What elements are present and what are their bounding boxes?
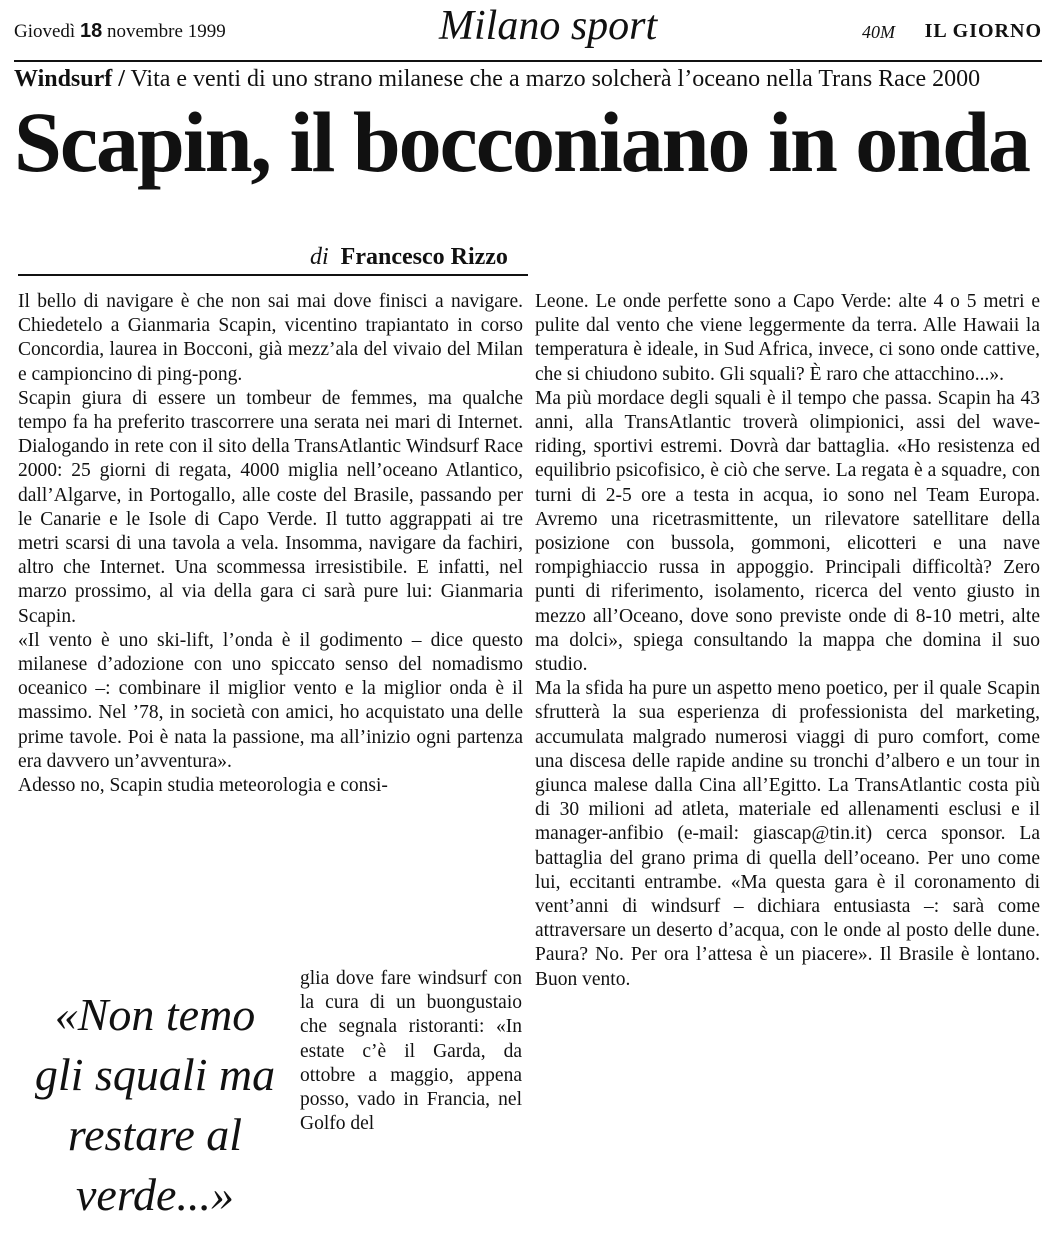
issue-day-number: 18 [79,20,103,42]
issue-month-year: novembre 1999 [106,21,226,42]
paragraph: glia dove fare windsurf con la cura di un buongustaio che segnala ristoranti: «In estate c’è il Garda, da ottobre a maggio, appena posso, vado in Francia, nel Golfo del [300,968,522,1135]
article-column-1-continuation [300,967,522,1136]
byline-prefix: di [310,244,329,270]
issue-weekday: Giovedì [14,21,76,42]
byline [310,244,508,271]
byline-author: Francesco Rizzo [340,244,508,270]
paragraph: «Il vento è uno ski-lift, l’onda è il godimento – dice questo milanese d’adozione con uno spiccato senso del nomadismo oceanico –: combinare il miglior vento e la miglior onda è il massimo. Nel ’78, in società con amici, ho acquistato una delle prime tavole. Poi è nata la passione, ma all’inizio ogni partenza era davvero un’avventura». [18,629,523,772]
newspaper-name: IL GIORNO [924,20,1042,42]
page-number: 40M [862,22,895,42]
header-divider [14,60,1042,62]
section-title: Milano sport [439,3,658,49]
pull-quote: «Non temo gli squali ma restare al verde...» [34,989,276,1220]
byline-divider [18,274,528,276]
article-column-2 [535,290,1040,992]
page-header [14,0,1042,56]
article-headline: Scapin, il bocconiano in onda [14,94,1029,190]
paragraph: Adesso no, Scapin studia meteorologia e consi- [18,775,388,797]
issue-date [14,20,226,43]
kicker-tag: Windsurf / [14,66,125,92]
paragraph: Ma la sfida ha pure un aspetto meno poetico, per il quale Scapin sfrutterà la sua esperienza di professionista del marketing, accumulata malgrado numerosi viaggi di puro comfort, come una discesa delle rapide andine su tronchi d’albero e un tour in giunca malese dalla Cina all’Egitto. La TransAtlantic costa più di 30 milioni ad atleta, materiale ed allenamenti esclusi e il manager-anfibio (e-mail: giascap@tin.it) cerca sponsor. La battaglia del grano prima di quella dell’oceano. Per uno come lui, eccitanti entrambe. «Ma questa gara è il coronamento di vent’anni di windsurf – dichiara entusiasta –: sarà come attraversare un deserto d’acqua, con le onde al posto delle dune. Paura? No. Per ora l’attesa è un piacere». Il Brasile è lontano. Buon vento. [535,678,1040,990]
paragraph: Ma più mordace degli squali è il tempo che passa. Scapin ha 43 anni, alla TransAtlantic troverà olimpionici, assi del wave-riding, sportivi estremi. Dovrà dar battaglia. «Ho resistenza ed equilibrio psicofisico, è ciò che serve. La regata è a squadre, con turni di 2-5 ore a testa in acqua, io sono nel Team Europa. Avremo una ricetrasmittente, un rilevatore satellitare della posizione con bussola, gommoni, elicotteri e una nave rompighiaccio russa in appoggio. Principali difficoltà? Zero punti di riferimento, isolamento, ricerca del vento giusto in mezzo all’Oceano, dove sono previste onde di 8-10 metri, alte ma dolci», spiega consultando la mappa che domina il suo studio. [535,387,1040,676]
paragraph: Il bello di navigare è che non sai mai dove finisci a navigare. Chiedetelo a Gianmaria Scapin, vicentino trapiantato in corso Concordia, laurea in Bocconi, già mezz’ala del vivaio del Milan e campioncino di ping-pong. [18,291,523,385]
paragraph: Scapin giura di essere un tombeur de femmes, ma qualche tempo fa ha preferito trascorrere una serata nei mari di Internet. Dialogando in rete con il sito della TransAtlantic Windsurf Race 2000: 25 giorni di regata, 4000 miglia nell’oceano Atlantico, dall’Algarve, in Portogallo, alle coste del Brasile, passando per le Canarie e le Isole di Capo Verde. Il tutto aggrappati ai tre metri scarsi di una tavola a vela. Insomma, navigare da fachiri, altro che Internet. Una scommessa irresistibile. E infatti, nel marzo prossimo, al via della gara ci sarà pure lui: Gianmaria Scapin. [18,387,523,627]
kicker-text: Vita e venti di uno strano milanese che a marzo solcherà l’oceano nella Trans Race 2000 [130,66,981,92]
article-column-1 [18,290,523,798]
kicker [14,66,1042,93]
paragraph: Leone. Le onde perfette sono a Capo Verde: alte 4 o 5 metri e pulite dal vento che viene leggermente da terra. Alle Hawaii la temperatura è ideale, in Sud Africa, invece, ci sono onde cattive, che si chiudono subito. Gli squali? È raro che attacchino...». [535,291,1040,385]
